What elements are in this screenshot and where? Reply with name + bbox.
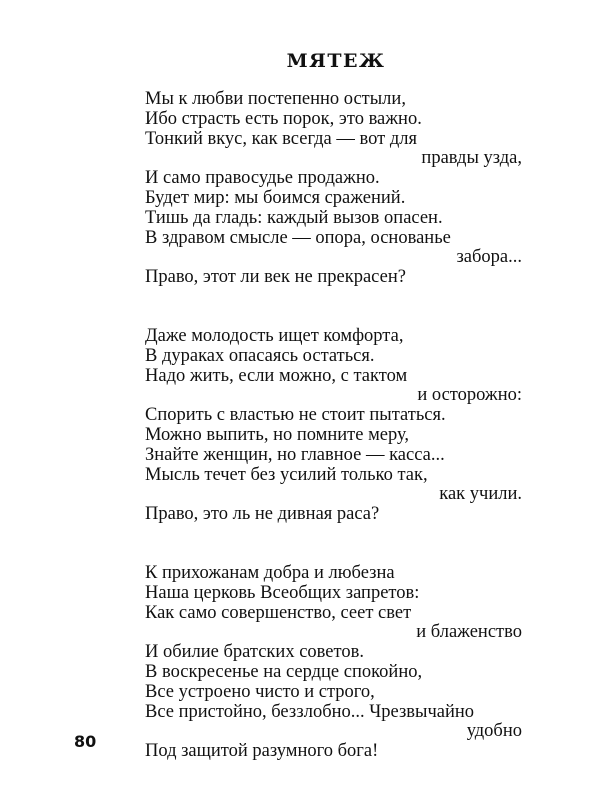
poem-line: В здравом смысле — опора, основанье <box>145 227 451 248</box>
poem-title: МЯТЕЖ <box>286 50 386 72</box>
poem-line: Тонкий вкус, как всегда — вот для <box>145 128 417 149</box>
poem-line: К прихожанам добра и любезна <box>145 562 395 583</box>
poem-line: как учили. <box>439 484 522 505</box>
poem-line: Знайте женщин, но главное — касса... <box>145 444 445 465</box>
poem-line: Мысль течет без усилий только так, <box>145 464 428 485</box>
poem-line: Ибо страсть есть порок, это важно. <box>145 108 422 129</box>
poem-line: и блаженство <box>416 622 522 643</box>
poem-line: Под защитой разумного бога! <box>145 741 379 762</box>
poem-line: Все пристойно, беззлобно... Чрезвычайно <box>145 701 475 722</box>
page-number: 80 <box>74 732 97 751</box>
poem-line: И само правосудье продажно. <box>145 168 380 189</box>
poem-body <box>145 90 530 801</box>
poem-line: И обилие братских советов. <box>145 642 364 663</box>
poem-line: В воскресенье на сердце спокойно, <box>145 661 423 682</box>
poem-line: В дураках опасаясь остаться. <box>145 345 375 366</box>
poem-line: Спорить с властью не стоит пытаться. <box>145 405 446 426</box>
poem-line: и осторожно: <box>417 385 522 406</box>
poem-line: забора... <box>456 247 522 268</box>
poem-line: Наша церковь Всеобщих запретов: <box>145 582 420 603</box>
poem-line: Тишь да гладь: каждый вызов опасен. <box>145 207 443 228</box>
stanza <box>145 327 530 525</box>
poem-line: Как само совершенство, сеет свет <box>145 602 412 623</box>
poem-line: Надо жить, если можно, с тактом <box>145 365 408 386</box>
poem-line: удобно <box>466 721 522 742</box>
poem-line: Все устроено чисто и строго, <box>145 681 375 702</box>
stanza <box>145 90 530 288</box>
poem-line: Право, это ль не дивная раса? <box>145 504 380 525</box>
poem-line: Даже молодость ищет комфорта, <box>145 325 404 346</box>
poem-line: Право, этот ли век не прекрасен? <box>145 267 406 288</box>
stanza <box>145 564 530 762</box>
poem-line: Будет мир: мы боимся сражений. <box>145 187 406 208</box>
poem-line: Можно выпить, но помните меру, <box>145 424 410 445</box>
poem-line: правды узда, <box>421 148 522 169</box>
poem-line: Мы к любви постепенно остыли, <box>145 89 406 109</box>
